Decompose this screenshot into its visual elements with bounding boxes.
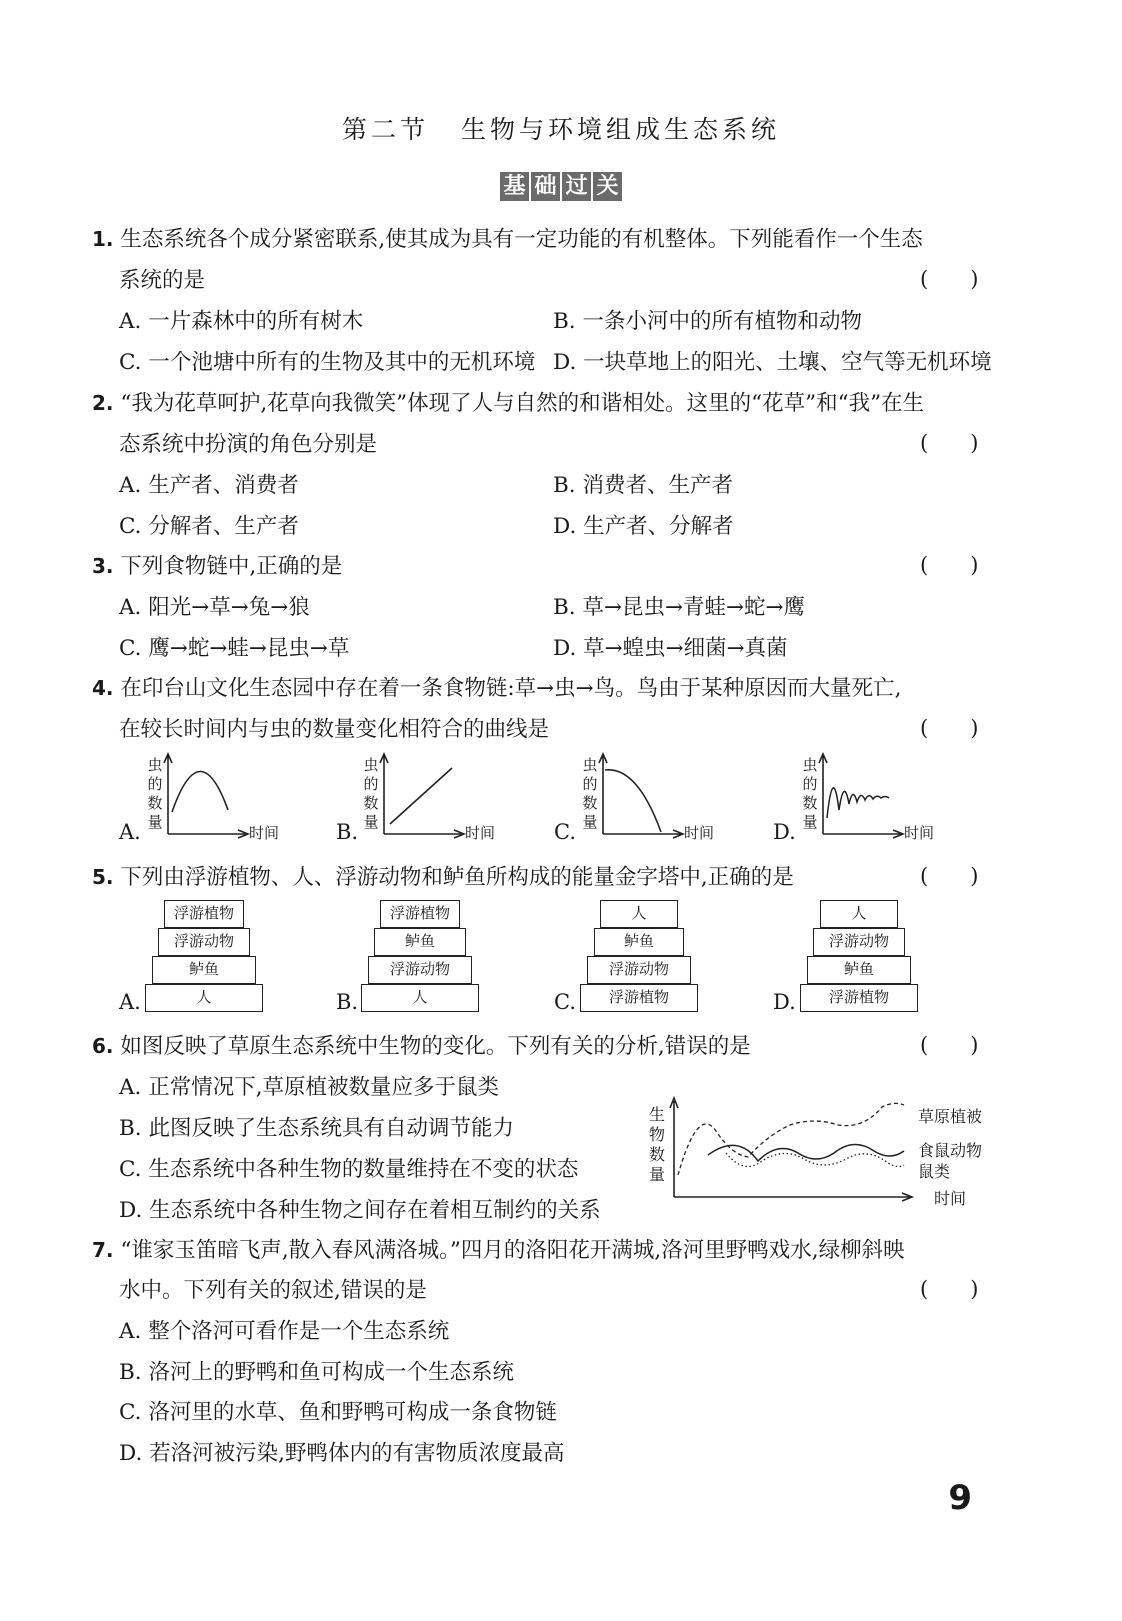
answer-bracket[interactable]: ( ) [920, 864, 979, 888]
pyramid-level: 浮游植物 [164, 900, 244, 928]
question-2-stem-cont: 态系统中扮演的角色分别是 [119, 432, 378, 457]
pyramid-level: 人 [820, 900, 898, 928]
option-label: D. [773, 990, 796, 1014]
q7-option-d[interactable]: D. 若洛河被污染,野鸭体内的有害物质浓度最高 [119, 1441, 565, 1466]
pyramid-level: 浮游动物 [368, 956, 472, 984]
option-label: B. [336, 990, 359, 1014]
answer-bracket[interactable]: ( ) [920, 267, 979, 291]
y-axis-label: 虫 的 数 量 [802, 756, 818, 831]
question-text: “我为花草呵护,花草向我微笑”体现了人与自然的和谐相处。这里的“花草”和“我”在生 [120, 391, 925, 416]
badge-char: 过 [562, 172, 591, 201]
population-curves [668, 1095, 918, 1205]
question-1-stem [92, 222, 923, 253]
question-number: 5. [92, 865, 114, 889]
x-axis-label: 时间 [904, 824, 935, 842]
q3-option-c[interactable]: C. 鹰→蛇→蛙→昆虫→草 [119, 636, 350, 661]
question-number: 3. [92, 554, 114, 578]
answer-bracket[interactable]: ( ) [920, 553, 979, 577]
y-axis-label: 虫 的 数 量 [147, 756, 163, 831]
pyramid-level: 浮游植物 [580, 984, 698, 1012]
q7-option-c[interactable]: C. 洛河里的水草、鱼和野鸭可构成一条食物链 [119, 1400, 557, 1425]
question-2-stem [92, 386, 924, 417]
question-text: 生态系统各个成分紧密联系,使其成为具有一定功能的有机整体。下列能看作一个生态 [120, 227, 923, 252]
question-3-stem [92, 549, 342, 580]
question-1-stem-cont: 系统的是 [119, 268, 206, 293]
question-text: 下列由浮游植物、人、浮游动物和鲈鱼所构成的能量金字塔中,正确的是 [120, 865, 794, 890]
option-label: A. [119, 820, 141, 844]
q6-option-a[interactable]: A. 正常情况下,草原植被数量应多于鼠类 [119, 1075, 500, 1100]
q6-option-b[interactable]: B. 此图反映了生态系统具有自动调节能力 [119, 1116, 514, 1141]
q3-option-d[interactable]: D. 草→蝗虫→细菌→真菌 [553, 636, 788, 661]
q2-option-c[interactable]: C. 分解者、生产者 [119, 514, 299, 539]
x-axis-label: 时间 [684, 824, 715, 842]
q2-option-a[interactable]: A. 生产者、消费者 [119, 473, 299, 498]
option-label: A. [119, 990, 141, 1014]
answer-bracket[interactable]: ( ) [920, 716, 979, 740]
q6-option-d[interactable]: D. 生态系统中各种生物之间存在着相互制约的关系 [119, 1198, 601, 1223]
question-4-stem [92, 671, 901, 702]
q2-option-d[interactable]: D. 生产者、分解者 [553, 514, 734, 539]
pyramid-level: 浮游植物 [380, 900, 460, 928]
axes-curve [162, 752, 252, 842]
question-text: “谁家玉笛暗飞声,散入春风满洛城。”四月的洛阳花开满城,洛河里野鸭戏水,绿柳斜映 [120, 1238, 905, 1263]
question-number: 6. [92, 1034, 114, 1058]
question-6-stem [92, 1029, 751, 1060]
q1-option-d[interactable]: D. 一块草地上的阳光、土壤、空气等无机环境 [553, 350, 992, 375]
axes-oscillating-curve [817, 752, 907, 842]
question-4-stem-cont: 在较长时间内与虫的数量变化相符合的曲线是 [119, 717, 550, 742]
pyramid-level: 浮游植物 [800, 984, 918, 1012]
question-text: 如图反映了草原生态系统中生物的变化。下列有关的分析,错误的是 [120, 1034, 751, 1059]
x-axis-label: 时间 [934, 1189, 967, 1208]
pyramid-level: 浮游动物 [587, 956, 691, 984]
pyramid-level: 鲈鱼 [374, 928, 466, 956]
q2-option-b[interactable]: B. 消费者、生产者 [553, 473, 733, 498]
option-label: C. [554, 990, 576, 1014]
axes-line [378, 752, 468, 842]
y-axis-label: 虫 的 数 量 [363, 756, 379, 831]
page-number: 9 [948, 1478, 972, 1518]
answer-bracket[interactable]: ( ) [920, 1033, 979, 1057]
badge-char: 关 [593, 172, 622, 201]
answer-bracket[interactable]: ( ) [920, 1277, 979, 1301]
q1-option-a[interactable]: A. 一片森林中的所有树木 [119, 309, 364, 334]
pyramid-level: 鲈鱼 [152, 956, 256, 984]
option-label: C. [554, 820, 576, 844]
question-5-stem [92, 860, 794, 891]
x-axis-label: 时间 [249, 824, 280, 842]
pyramid-level: 鲈鱼 [807, 956, 911, 984]
question-7-stem-cont: 水中。下列有关的叙述,错误的是 [119, 1278, 427, 1303]
option-label: B. [336, 820, 359, 844]
answer-bracket[interactable]: ( ) [920, 431, 979, 455]
q1-option-b[interactable]: B. 一条小河中的所有植物和动物 [553, 309, 862, 334]
q3-option-b[interactable]: B. 草→昆虫→青蛙→蛇→鹰 [553, 595, 806, 620]
y-axis-label: 虫 的 数 量 [582, 756, 598, 831]
section-name: 生物与环境组成生态系统 [461, 115, 781, 144]
section-badge [0, 172, 1122, 201]
badge-char: 基 [500, 172, 529, 201]
question-text: 下列食物链中,正确的是 [120, 554, 343, 579]
section-number: 第二节 [341, 115, 429, 144]
q6-option-c[interactable]: C. 生态系统中各种生物的数量维持在不变的状态 [119, 1157, 579, 1182]
question-7-stem [92, 1233, 905, 1264]
question-number: 1. [92, 227, 114, 251]
y-axis-label: 生 物 数 量 [648, 1105, 665, 1184]
question-text: 在印台山文化生态园中存在着一条食物链:草→虫→鸟。鸟由于某种原因而大量死亡, [120, 676, 902, 701]
q7-option-a[interactable]: A. 整个洛河可看作是一个生态系统 [119, 1319, 450, 1344]
pyramid-level: 浮游动物 [813, 928, 905, 956]
pyramid-level: 人 [600, 900, 678, 928]
pyramid-level: 人 [361, 984, 479, 1012]
axes-falling-curve [597, 752, 687, 842]
question-number: 4. [92, 676, 114, 700]
legend-grassland: 草原植被 [918, 1107, 983, 1126]
x-axis-label: 时间 [465, 824, 496, 842]
pyramid-level: 浮游动物 [158, 928, 250, 956]
q1-option-c[interactable]: C. 一个池塘中所有的生物及其中的无机环境 [119, 350, 536, 375]
option-label: D. [773, 820, 796, 844]
page-title [0, 110, 1122, 146]
q7-option-b[interactable]: B. 洛河上的野鸭和鱼可构成一个生态系统 [119, 1360, 514, 1385]
badge-char: 础 [531, 172, 560, 201]
q3-option-a[interactable]: A. 阳光→草→兔→狼 [119, 595, 310, 620]
legend-rodents: 鼠类 [918, 1162, 951, 1181]
question-number: 7. [92, 1238, 114, 1262]
pyramid-level: 人 [145, 984, 263, 1012]
question-number: 2. [92, 391, 114, 415]
pyramid-level: 鲈鱼 [594, 928, 684, 956]
legend-rodent-predators: 食鼠动物 [918, 1141, 983, 1160]
